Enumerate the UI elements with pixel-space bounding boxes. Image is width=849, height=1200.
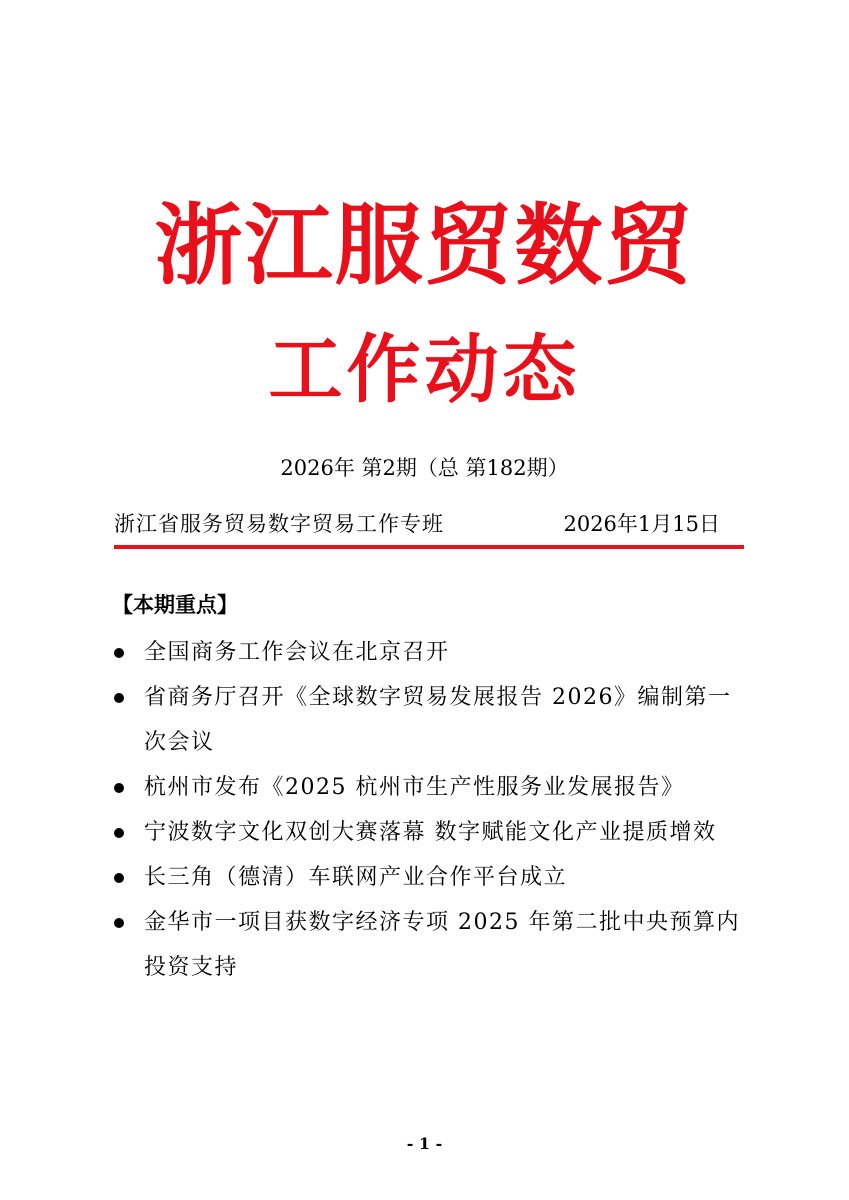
list-item — [112, 810, 752, 855]
document-subtitle: 工作动态 — [268, 327, 581, 413]
list-item-text: 全国商务工作会议在北京召开 — [144, 640, 450, 665]
highlights-list — [112, 630, 752, 990]
list-item — [112, 900, 752, 990]
bullet-icon — [114, 648, 124, 658]
red-divider — [114, 545, 744, 549]
bullet-icon — [114, 783, 124, 793]
list-item-text: 杭州市发布《2025 杭州市生产性服务业发展报告》 — [144, 775, 685, 800]
issuer-row — [114, 509, 744, 539]
list-item-text: 长三角（德清）车联网产业合作平台成立 — [144, 865, 568, 890]
issue-date: 2026年1月15日 — [563, 512, 720, 536]
list-item-text: 省商务厅召开《全球数字贸易发展报告 2026》编制第一次会议 — [144, 685, 732, 755]
list-item — [112, 675, 752, 765]
page-number: - 1 - — [406, 1134, 443, 1153]
bullet-icon — [114, 873, 124, 883]
list-item-text: 金华市一项目获数字经济专项 2025 年第二批中央预算内投资支持 — [144, 910, 740, 980]
bullet-icon — [114, 918, 124, 928]
list-item — [112, 765, 752, 810]
list-item — [112, 855, 752, 900]
bullet-icon — [114, 693, 124, 703]
issue-number: 2026年 第2期（总 第182期） — [280, 456, 569, 480]
list-item — [112, 630, 752, 675]
list-item-text: 宁波数字文化双创大赛落幕 数字赋能文化产业提质增效 — [144, 820, 717, 845]
bullet-icon — [114, 828, 124, 838]
document-title: 浙江服贸数贸 — [154, 194, 695, 297]
issuer-name: 浙江省服务贸易数字贸易工作专班 — [114, 512, 444, 536]
highlights-heading: 【本期重点】 — [112, 593, 238, 617]
